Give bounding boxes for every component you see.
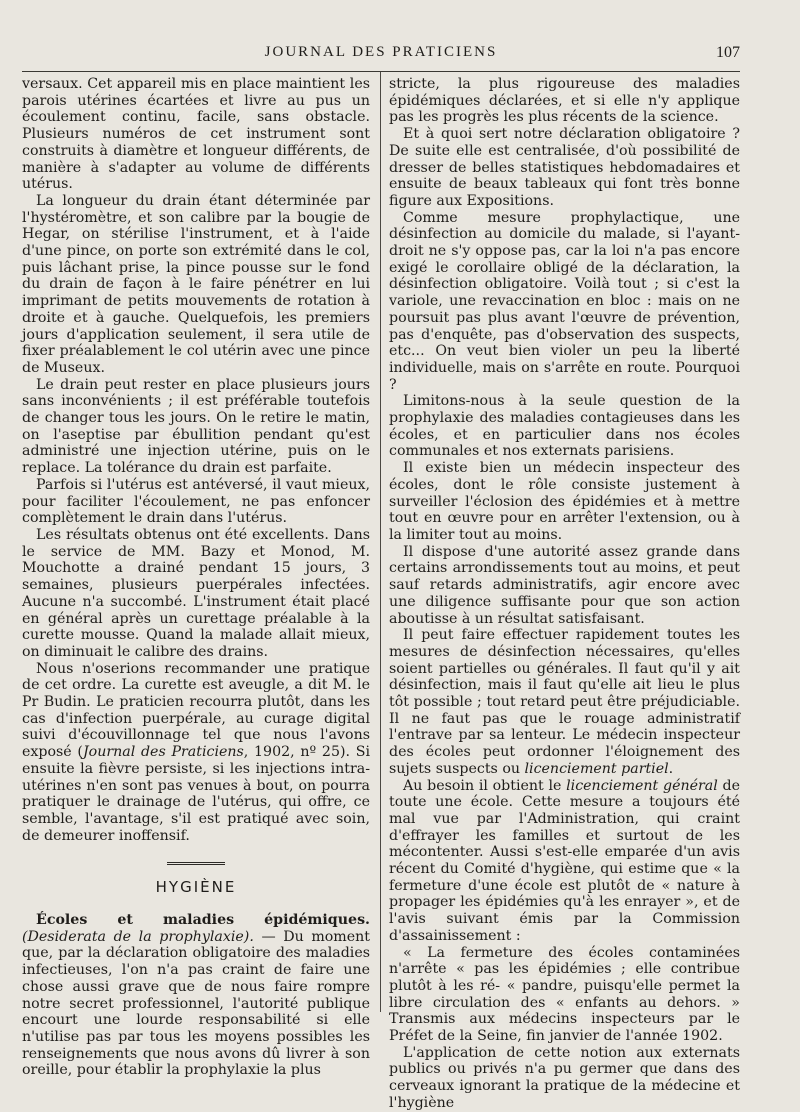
paragraph <box>22 661 370 845</box>
page-header <box>22 44 740 68</box>
page-number: 107 <box>716 44 740 61</box>
article-paragraph <box>22 912 370 1079</box>
paragraph: Limitons-nous à la seule question de la prophylaxie des maladies contagieuses dans les écoles, et en particulier dans nos écoles communales et nos externats parisiens. <box>389 393 740 460</box>
paragraph: stricte, la plus rigoureuse des maladies épidémiques déclarées, et si elle n'y applique pas les progrès les plus récents de la science. <box>389 76 740 126</box>
section-rule <box>167 862 225 865</box>
text-run: , 1902, nº 25). Si ensuite la fièvre persiste, si les injections intra-utérines n'en sont pas venues à bout, on pourra pratiquer le drainage de l'utérus, qui offre, ce semble, l'avantage, s'il est pratiqué avec soin, de demeurer inoffensif. <box>22 744 370 844</box>
journal-reference: Journal des Praticiens <box>82 744 244 761</box>
paragraph: Les résultats obtenus ont été excellents. Dans le service de MM. Bazy et Monod, M. Mouchotte a drainé pendant 15 jours, 3 semaines, plusieurs puerpérales infectées. Aucune n'a succombé. L'instrument était placé en général après un curettage préalable à la curette mousse. Quand la malade allait mieux, on diminuait le calibre des drains. <box>22 526 370 660</box>
paragraph: La longueur du drain étant déterminée par l'hystéromètre, et son calibre par la bougie de Hegar, on stérilise l'instrument, et à l'aide d'une pince, on porte son extrémité dans le col, puis lâchant prise, la pince pousse sur le fond du drain de façon à le faire pénétrer en lui imprimant de petits mouvements de rotation à droite et à gauche. Quelquefois, les premiers jours d'application seulement, il sera utile de fixer préalablement le col utérin avec une pince de Museux. <box>22 192 370 376</box>
emphasis: licenciement partiel <box>524 760 669 777</box>
paragraph <box>389 778 740 945</box>
paragraph: Parfois si l'utérus est antéversé, il vaut mieux, pour faciliter l'écoulement, ne pas enfoncer complètement le drain dans l'utérus. <box>22 476 370 527</box>
article-source: (Desiderata de la prophylaxie). <box>22 928 254 945</box>
text-run: Au besoin il obtient le <box>403 777 567 794</box>
paragraph: Il dispose d'une autorité assez grande dans certains arrondissements tout au moins, et peut sauf retards administratifs, agir encore avec une diligence suffisante pour que son action aboutisse à un résultat satisfaisant. <box>389 543 740 627</box>
running-title: JOURNAL DES PRATICIENS <box>264 44 498 60</box>
emphasis: licenciement général <box>566 777 718 794</box>
paragraph: Et à quoi sert notre déclaration obligatoire ? De suite elle est centralisée, d'où possibilité de dresser de belles statistiques hebdomadaires et ensuite de beaux tableaux qui font très bonne figure aux Expositions. <box>389 126 740 209</box>
paragraph <box>389 627 740 777</box>
text-run: de toute une école. Cette mesure a toujours été mal vue par l'Administration, qui craint d'effrayer les familles et surtout de les mécontenter. Aussi s'est-elle emparée d'un avis récent du Comité d'hygiène, qui estime que « la fermeture d'une école est plutôt de « nature à propager les épidémies qu'à les enrayer », et de l'avis suivant émis par la Commission d'assainissement : <box>389 777 741 944</box>
column-divider <box>380 72 381 1012</box>
quotation: « La fermeture des écoles contaminées n'arrête « pas les épidémies ; elle contribue plutôt à les ré- « pandre, puisqu'elle permet la libre circulation des « enfants au dehors. » Transmis aux médecins inspecteurs par le Préfet de la Seine, fin janvier de l'année 1902. <box>389 944 740 1045</box>
right-column <box>389 76 740 1112</box>
section-heading <box>22 862 370 896</box>
paragraph: versaux. Cet appareil mis en place maintient les parois utérines écartées et livre au pus un écoulement continu, facile, sans obstacle. Plusieurs numéros de cet instrument sont construits à diamètre et longueur différents, de manière à s'adapter au volume de différents utérus. <box>22 76 370 193</box>
text-run: . <box>668 760 674 777</box>
text-run: Nous n'oserions recommander une pratique de cet ordre. La curette est aveugle, a dit M. le Pr Budin. Le praticien recourra plutôt, dans les cas d'infection puerpérale, au curage digital suivi d'écouvillonnage tel que nous l'avons exposé ( <box>22 660 370 761</box>
paragraph: Le drain peut rester en place plusieurs jours sans inconvénients ; il est préférable toutefois de changer tous les jours. On le retire le matin, on l'aseptise par ébullition pendant qu'est administré une injection utérine, puis on le replace. La tolérance du drain est parfaite. <box>22 376 370 477</box>
text-run: Il peut faire effectuer rapidement toutes les mesures de désinfection nécessaires, qu'elles soient partielles ou générales. Il faut qu'il y ait désinfection, mais il faut qu'elle ait lieu le plus tôt possible ; tout retard peut être préjudiciable. Il ne faut pas que le rouage administratif l'entrave par sa lenteur. Le médecin inspecteur des écoles peut ordonner l'éloignement des sujets suspects ou <box>389 627 740 777</box>
article-title: Écoles et maladies épidémiques. <box>36 912 370 929</box>
section-title: HYGIÈNE <box>155 878 237 897</box>
left-column <box>22 76 370 1079</box>
paragraph: L'application de cette notion aux externats publics ou privés n'a pu germer que dans des cerveaux ignorant la pratique de la médecine et l'hygiène <box>389 1044 740 1111</box>
paragraph: Comme mesure prophylactique, une désinfection au domicile du malade, si l'ayant-droit ne s'y oppose pas, car la loi n'a pas encore exigé le corollaire obligé de la déclaration, la désinfection obligatoire. Voilà tout ; si c'est la variole, une revaccination en bloc : mais on ne poursuit pas plus avant l'œuvre de prévention, pas d'enquête, pas d'observation des suspects, etc... On veut bien violer un peu la liberté individuelle, mais on s'arrête en route. Pourquoi ? <box>389 209 740 393</box>
text-run: — Du moment que, par la déclaration obligatoire des maladies infectieuses, l'on n'a pas craint de faire une chose aussi grave que de nous faire rompre notre secret professionnel, l'autorité publique encourt une lourde responsabilité si elle n'utilise pas par tous les moyens possibles les renseignements que nous avons dû livrer à son oreille, pour établir la prophylaxie la plus <box>22 928 370 1079</box>
paragraph: Il existe bien un médecin inspecteur des écoles, dont le rôle consiste justement à surveiller l'éclosion des épidémies et à mettre tout en œuvre pour en arrêter l'extension, ou à la limiter tout au moins. <box>389 460 740 543</box>
header-rule <box>22 71 740 72</box>
